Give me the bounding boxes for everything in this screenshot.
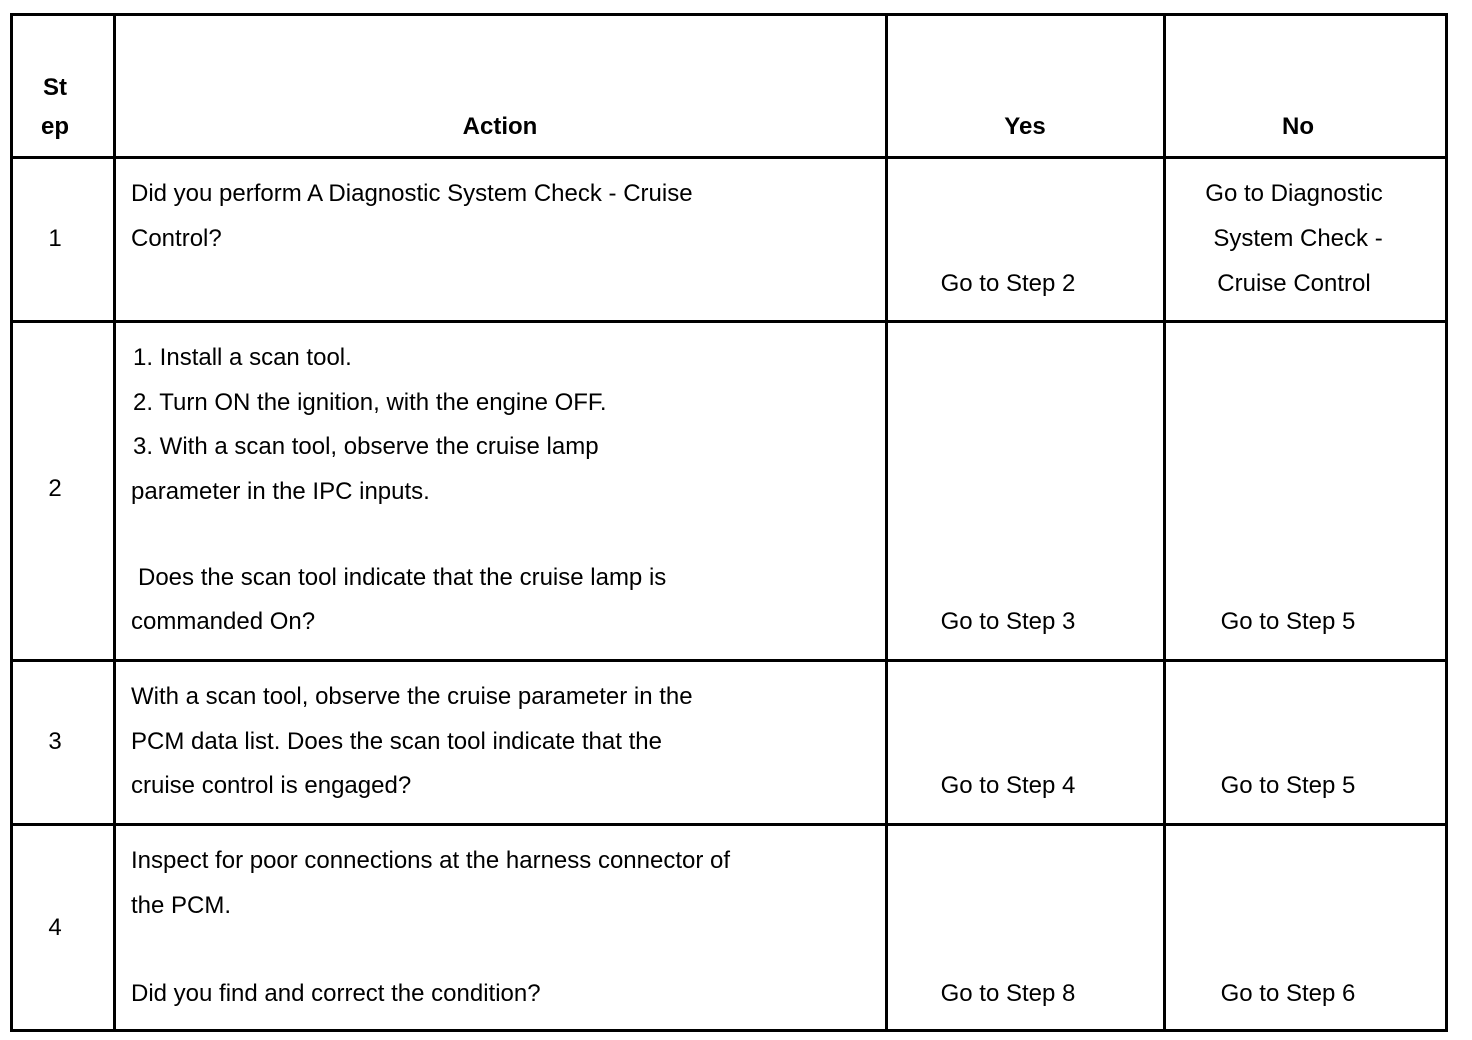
action-text: PCM data list. Does the scan tool indicate that the xyxy=(131,728,662,755)
action-text: the PCM. xyxy=(131,892,232,919)
no-link: Go to Diagnostic xyxy=(1205,180,1383,207)
no-link: System Check - xyxy=(1213,225,1383,252)
action-text: parameter in the IPC inputs. xyxy=(131,478,430,505)
row-divider xyxy=(13,823,1445,826)
step-number: 2 xyxy=(48,475,62,502)
action-step-item: 2. Turn ON the ignition, with the engine OFF. xyxy=(133,389,607,416)
no-link: Go to Step 6 xyxy=(1220,980,1356,1007)
yes-link: Go to Step 3 xyxy=(940,608,1076,635)
no-link: Cruise Control xyxy=(1217,270,1371,297)
header-step-line1: St xyxy=(43,74,67,101)
action-question: Does the scan tool indicate that the cruise lamp is xyxy=(138,564,667,591)
header-no: No xyxy=(1282,113,1314,140)
action-text: cruise control is engaged? xyxy=(131,772,412,799)
action-question: Did you find and correct the condition? xyxy=(131,980,541,1007)
column-divider xyxy=(1163,16,1166,1029)
column-divider xyxy=(113,16,116,1029)
no-link: Go to Step 5 xyxy=(1220,608,1356,635)
action-step-item: 1. Install a scan tool. xyxy=(133,344,352,371)
yes-link: Go to Step 8 xyxy=(940,980,1076,1007)
yes-link: Go to Step 2 xyxy=(940,270,1076,297)
row-divider xyxy=(13,156,1445,159)
step-number: 4 xyxy=(48,914,62,941)
action-question: commanded On? xyxy=(131,608,316,635)
header-yes: Yes xyxy=(1004,113,1046,140)
action-step-item: 3. With a scan tool, observe the cruise lamp xyxy=(133,433,599,460)
action-text: Inspect for poor connections at the harness connector of xyxy=(131,847,731,874)
action-text: Did you perform A Diagnostic System Check - Cruise xyxy=(131,180,693,207)
yes-link: Go to Step 4 xyxy=(940,772,1076,799)
step-number: 3 xyxy=(48,728,62,755)
action-text: With a scan tool, observe the cruise parameter in the xyxy=(131,683,693,710)
header-action: Action xyxy=(462,113,538,140)
column-divider xyxy=(885,16,888,1029)
no-link: Go to Step 5 xyxy=(1220,772,1356,799)
step-number: 1 xyxy=(48,225,62,252)
action-text: Control? xyxy=(131,225,222,252)
row-divider xyxy=(13,320,1445,323)
row-divider xyxy=(13,659,1445,662)
header-step-line2: ep xyxy=(40,113,69,140)
